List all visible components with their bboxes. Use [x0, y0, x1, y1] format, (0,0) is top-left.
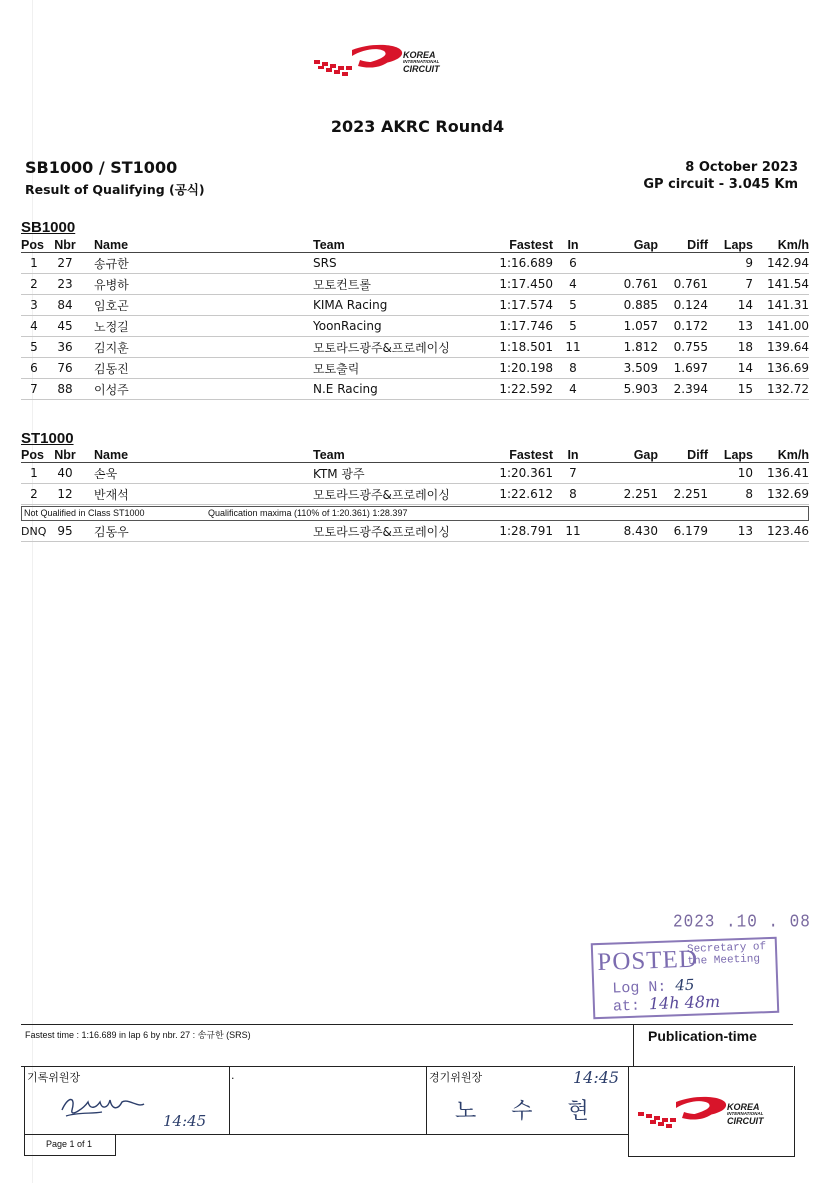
- col-header-in: In: [553, 446, 593, 463]
- footer-circuit-logo-icon: [636, 1094, 731, 1134]
- cell-kmh: 132.69: [753, 484, 809, 505]
- publication-time-label: Publication-time: [648, 1028, 757, 1044]
- cell-nbr: 12: [47, 484, 83, 505]
- cell-fastest: 1:17.450: [493, 274, 553, 295]
- footer-logo-text-circuit: CIRCUIT: [727, 1116, 764, 1126]
- cell-team: KTM 광주: [313, 463, 493, 484]
- cell-diff: 0.755: [658, 337, 708, 358]
- cell-gap: 3.509: [593, 358, 658, 379]
- not-qualified-label: Not Qualified in Class ST1000: [24, 508, 145, 518]
- cell-pos: 6: [21, 358, 47, 379]
- col-header-laps: Laps: [708, 236, 753, 253]
- records-chief-time: 14:45: [163, 1112, 207, 1130]
- cell-pos: 2: [21, 484, 47, 505]
- cell-in: 5: [553, 316, 593, 337]
- table-row: [21, 316, 809, 337]
- cell-fastest: 1:17.574: [493, 295, 553, 316]
- cell-team: SRS: [313, 253, 493, 274]
- cell-in: 5: [553, 295, 593, 316]
- cell-name: 노정길: [83, 316, 313, 337]
- col-header-name: Name: [83, 236, 313, 253]
- cell-diff: 2.394: [658, 379, 708, 400]
- cell-in: 8: [553, 484, 593, 505]
- table-row: [21, 274, 809, 295]
- pubtime-divider: [633, 1024, 634, 1066]
- cell-in: 4: [553, 274, 593, 295]
- cell-diff: 6.179: [658, 521, 708, 542]
- race-chief-signature: 노 수 현: [455, 1099, 603, 1124]
- table-row: [21, 253, 809, 274]
- st1000-header-row: [21, 446, 809, 463]
- col-header-gap: Gap: [593, 446, 658, 463]
- cell-name: 이성주: [83, 379, 313, 400]
- cell-in: 7: [553, 463, 593, 484]
- cell-kmh: 141.31: [753, 295, 809, 316]
- col-header-diff: Diff: [658, 446, 708, 463]
- cell-pos: 2: [21, 274, 47, 295]
- fastest-time: Fastest time : 1:16.689 in lap 6 by nbr. 27 : 송규한 (SRS): [25, 1030, 251, 1040]
- cell-gap: 5.903: [593, 379, 658, 400]
- stamp-posted: POSTED: [596, 945, 699, 977]
- cell-kmh: 141.54: [753, 274, 809, 295]
- cell-nbr: 23: [47, 274, 83, 295]
- footer-logo-text-international: INTERNATIONAL: [727, 1111, 764, 1116]
- stamp-log-label: Log N:: [612, 978, 667, 998]
- col-header-team: Team: [313, 236, 493, 253]
- cell-laps: 15: [708, 379, 753, 400]
- cell-laps: 14: [708, 295, 753, 316]
- col-header-pos: Pos: [21, 446, 47, 463]
- cell-gap: [593, 253, 658, 274]
- cell-in: 4: [553, 379, 593, 400]
- cell-diff: 0.124: [658, 295, 708, 316]
- cell-name: 김동우: [83, 521, 313, 542]
- cell-nbr: 88: [47, 379, 83, 400]
- cell-nbr: 45: [47, 316, 83, 337]
- logo-text-circuit: CIRCUIT: [403, 64, 440, 74]
- records-chief-label: 기록위원장: [27, 1071, 81, 1084]
- sb1000-header-row: [21, 236, 809, 253]
- cell-kmh: 142.94: [753, 253, 809, 274]
- cell-diff: 2.251: [658, 484, 708, 505]
- class-title: SB1000 / ST1000: [25, 158, 178, 177]
- cell-diff: 0.172: [658, 316, 708, 337]
- cell-laps: 8: [708, 484, 753, 505]
- cell-fastest: 1:16.689: [493, 253, 553, 274]
- col-header-kmh: Km/h: [753, 236, 809, 253]
- cell-name: 유병하: [83, 274, 313, 295]
- cell-in: 11: [553, 337, 593, 358]
- stamp-at-label: at:: [612, 997, 641, 1016]
- cell-kmh: 139.64: [753, 337, 809, 358]
- cell-nbr: 36: [47, 337, 83, 358]
- cell-diff: 1.697: [658, 358, 708, 379]
- footer-logo-text-korea: KOREA: [727, 1102, 760, 1112]
- cell-pos: 3: [21, 295, 47, 316]
- cell-nbr: 95: [47, 521, 83, 542]
- col-header-diff: Diff: [658, 236, 708, 253]
- box-divider: [426, 1066, 427, 1134]
- circuit-info: GP circuit - 3.045 Km: [643, 177, 798, 192]
- cell-team: 모토라드광주&프로레이싱: [313, 484, 493, 505]
- cell-kmh: 136.69: [753, 358, 809, 379]
- col-header-team: Team: [313, 446, 493, 463]
- cell-fastest: 1:22.592: [493, 379, 553, 400]
- cell-pos: 4: [21, 316, 47, 337]
- footer-circuit-logo: [636, 1094, 786, 1134]
- col-header-name: Name: [83, 446, 313, 463]
- cell-fastest: 1:18.501: [493, 337, 553, 358]
- cell-laps: 10: [708, 463, 753, 484]
- cell-diff: [658, 253, 708, 274]
- cell-fastest: 1:28.791: [493, 521, 553, 542]
- sb1000-section-title: SB1000: [21, 219, 76, 236]
- cell-fastest: 1:20.361: [493, 463, 553, 484]
- sb1000-results-table: [21, 236, 809, 400]
- col-header-gap: Gap: [593, 236, 658, 253]
- records-chief-signature: [58, 1088, 158, 1124]
- cell-name: 손욱: [83, 463, 313, 484]
- logo-text-international: INTERNATIONAL: [403, 59, 440, 64]
- cell-pos: 1: [21, 253, 47, 274]
- cell-name: 김동진: [83, 358, 313, 379]
- cell-gap: 0.885: [593, 295, 658, 316]
- qualification-maxima: Qualification maxima (110% of 1:20.361) 1:28.397: [208, 508, 408, 518]
- cell-team: KIMA Racing: [313, 295, 493, 316]
- cell-diff: 0.761: [658, 274, 708, 295]
- cell-kmh: 136.41: [753, 463, 809, 484]
- cell-laps: 14: [708, 358, 753, 379]
- cell-fastest: 1:22.612: [493, 484, 553, 505]
- cell-in: 11: [553, 521, 593, 542]
- cell-gap: 2.251: [593, 484, 658, 505]
- col-header-fastest: Fastest: [493, 236, 553, 253]
- col-header-nbr: Nbr: [47, 446, 83, 463]
- cell-kmh: 123.46: [753, 521, 809, 542]
- cell-gap: 1.057: [593, 316, 658, 337]
- table-row: [21, 484, 809, 505]
- cell-laps: 18: [708, 337, 753, 358]
- table-row: [21, 295, 809, 316]
- cell-gap: [593, 463, 658, 484]
- table-row: [21, 379, 809, 400]
- cell-laps: 13: [708, 316, 753, 337]
- table-row: [21, 358, 809, 379]
- cell-kmh: 141.00: [753, 316, 809, 337]
- col-header-laps: Laps: [708, 446, 753, 463]
- cell-name: 송규한: [83, 253, 313, 274]
- not-qualified-note: [21, 506, 809, 521]
- cell-pos: 7: [21, 379, 47, 400]
- scan-edge-line: [32, 0, 33, 1183]
- cell-laps: 13: [708, 521, 753, 542]
- col-header-in: In: [553, 236, 593, 253]
- cell-pos: 1: [21, 463, 47, 484]
- cell-laps: 9: [708, 253, 753, 274]
- cell-team: 모토출릭: [313, 358, 493, 379]
- cell-nbr: 40: [47, 463, 83, 484]
- cell-nbr: 76: [47, 358, 83, 379]
- cell-name: 김지훈: [83, 337, 313, 358]
- cell-team: N.E Racing: [313, 379, 493, 400]
- cell-team: YoonRacing: [313, 316, 493, 337]
- cell-in: 8: [553, 358, 593, 379]
- cell-fastest: 1:20.198: [493, 358, 553, 379]
- posted-stamp: [591, 937, 780, 1019]
- circuit-logo: [312, 42, 472, 82]
- cell-gap: 8.430: [593, 521, 658, 542]
- table-row: [21, 521, 809, 542]
- cell-diff: [658, 463, 708, 484]
- cell-team: 모토컨트롤: [313, 274, 493, 295]
- stamp-secretary: Secretary of the Meeting: [686, 941, 767, 968]
- st1000-section-title: ST1000: [21, 430, 74, 447]
- cell-team: 모토라드광주&프로레이싱: [313, 337, 493, 358]
- cell-pos: 5: [21, 337, 47, 358]
- event-title: 2023 AKRC Round4: [330, 117, 505, 136]
- dnq-results-table: [21, 521, 809, 542]
- stamp-at: [613, 992, 721, 1016]
- footer-divider: [21, 1024, 793, 1025]
- cell-gap: 1.812: [593, 337, 658, 358]
- cell-team: 모토라드광주&프로레이싱: [313, 521, 493, 542]
- cell-gap: 0.761: [593, 274, 658, 295]
- cell-nbr: 27: [47, 253, 83, 274]
- cell-name: 임호곤: [83, 295, 313, 316]
- cell-name: 반재석: [83, 484, 313, 505]
- result-subtitle: Result of Qualifying (공식): [25, 182, 205, 197]
- cell-laps: 7: [708, 274, 753, 295]
- middle-dot: .: [231, 1069, 235, 1082]
- event-date: 8 October 2023: [685, 160, 798, 175]
- stamp-at-value: 14h 48m: [648, 991, 721, 1014]
- stamp-log-value: 45: [674, 975, 695, 995]
- cell-fastest: 1:17.746: [493, 316, 553, 337]
- cell-nbr: 84: [47, 295, 83, 316]
- race-chief-label: 경기위원장: [429, 1071, 483, 1084]
- st1000-results-table: [21, 446, 809, 505]
- cell-pos: DNQ: [21, 521, 47, 542]
- table-row: [21, 337, 809, 358]
- table-row: [21, 463, 809, 484]
- race-chief-time: 14:45: [573, 1068, 620, 1087]
- stamp-date: 2023 .10 . 08: [673, 911, 811, 933]
- col-header-nbr: Nbr: [47, 236, 83, 253]
- logo-text-korea: KOREA: [403, 50, 436, 60]
- circuit-logo-icon: [312, 42, 407, 82]
- col-header-pos: Pos: [21, 236, 47, 253]
- page-number: Page 1 of 1: [46, 1139, 93, 1149]
- cell-kmh: 132.72: [753, 379, 809, 400]
- col-header-kmh: Km/h: [753, 446, 809, 463]
- cell-in: 6: [553, 253, 593, 274]
- col-header-fastest: Fastest: [493, 446, 553, 463]
